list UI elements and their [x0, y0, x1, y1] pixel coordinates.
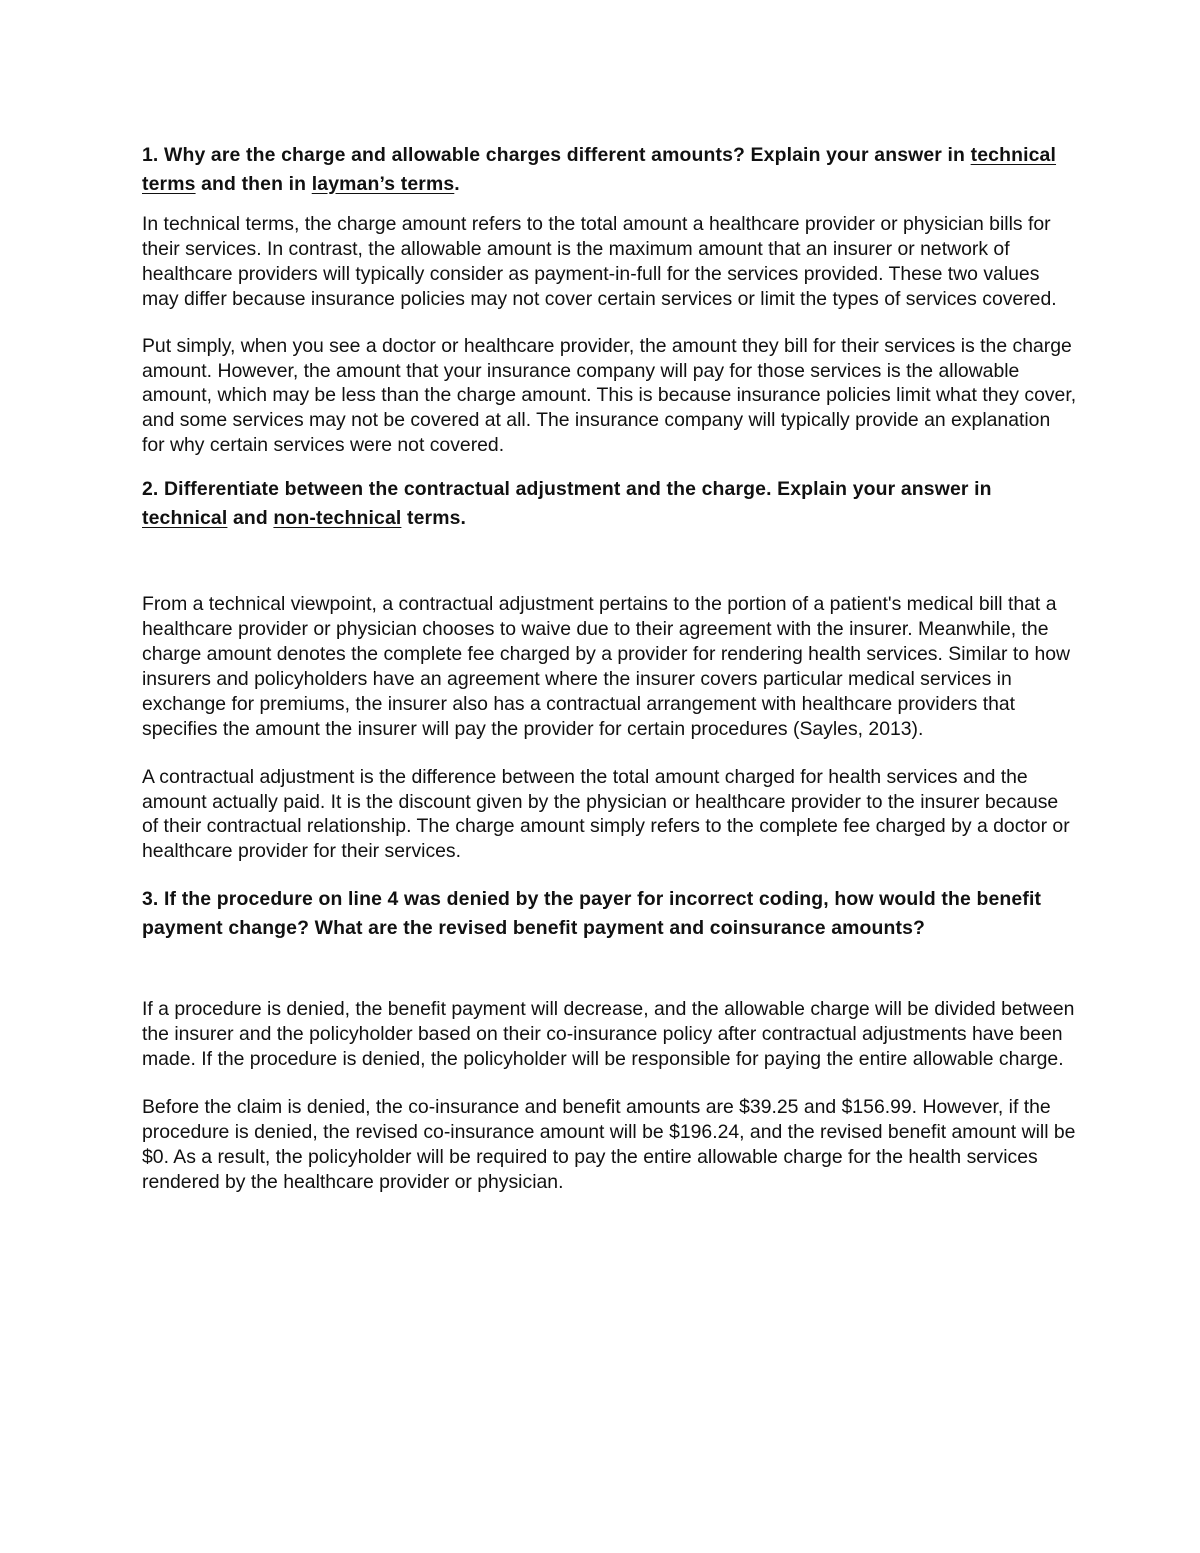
answer-2-paragraph-2: A contractual adjustment is the difference between the total amount charged for health services and the amount actually paid. It is the discount given by the physician or healthcare provider to the insurer because of their contractual relationship. The charge amount simply refers to the complete fee charged by a doctor or healthcare provider for their services.	[142, 765, 1070, 863]
question-1-text-end: .	[454, 172, 460, 195]
question-1-heading	[142, 141, 1077, 198]
answer-3-paragraph-1: If a procedure is denied, the benefit payment will decrease, and the allowable charge will be divided between the insurer and the policyholder based on their co-insurance policy after contractual adjustments have been made. If the procedure is denied, the policyholder will be responsible for paying the entire allowable charge.	[142, 998, 1075, 1071]
document-page	[142, 141, 1077, 1195]
question-1-underlined-technical-terms: technical terms	[142, 144, 1057, 195]
question-2-underlined-non-technical: non-technical	[273, 506, 402, 529]
question-1-text: 1. Why are the charge and allowable charges different amounts? Explain your answer in	[142, 144, 971, 166]
question-2-heading	[142, 475, 1077, 532]
question-2-text-end: terms.	[401, 506, 467, 529]
question-1-text-join: and then in	[195, 172, 312, 195]
answer-1-paragraph-1: In technical terms, the charge amount refers to the total amount a healthcare provider or physician bills for their services. In contrast, the allowable amount is the maximum amount that an insurer or network of healthcare providers will typically consider as payment-in-full for the services provided. These two values may differ because insurance policies may not cover certain services or limit the types of services covered.	[142, 213, 1057, 310]
question-2-text: 2. Differentiate between the contractual adjustment and the charge. Explain your answer in	[142, 478, 992, 501]
answer-2-paragraph-1: From a technical viewpoint, a contractual adjustment pertains to the portion of a patient's medical bill that a healthcare provider or physician chooses to waive due to their agreement with the insurer. Meanwhile, the charge amount denotes the complete fee charged by a provider for rendering health services. Similar to how insurers and policyholders have an agreement where the insurer covers particular medical services in exchange for premiums, the insurer also has a contractual arrangement with healthcare providers that specifies the amount the insurer will pay the provider for certain procedures (Sayles, 2013).	[142, 593, 1071, 740]
question-2-underlined-technical: technical	[142, 506, 228, 529]
question-3-heading: 3. If the procedure on line 4 was denied by the payer for incorrect coding, how would the benefit payment change? What are the revised benefit payment and coinsurance amounts?	[142, 888, 1042, 939]
answer-1-paragraph-2: Put simply, when you see a doctor or healthcare provider, the amount they bill for their services is the charge amount. However, the amount that your insurance company will pay for those services is the allowable amount, which may be less than the charge amount. This is because insurance policies limit what they cover, and some services may not be covered at all. The insurance company will typically provide an explanation for why certain services were not covered.	[142, 334, 1077, 457]
answer-3-paragraph-2: Before the claim is denied, the co-insurance and benefit amounts are $39.25 and $156.99. However, if the procedure is denied, the revised co-insurance amount will be $196.24, and the revised benefit amount will be $0. As a result, the policyholder will be required to pay the entire allowable charge for the health services rendered by the healthcare provider or physician.	[142, 1095, 1076, 1193]
question-2-text-join: and	[227, 506, 274, 529]
question-1-underlined-laymans-terms: layman’s terms	[311, 172, 455, 195]
